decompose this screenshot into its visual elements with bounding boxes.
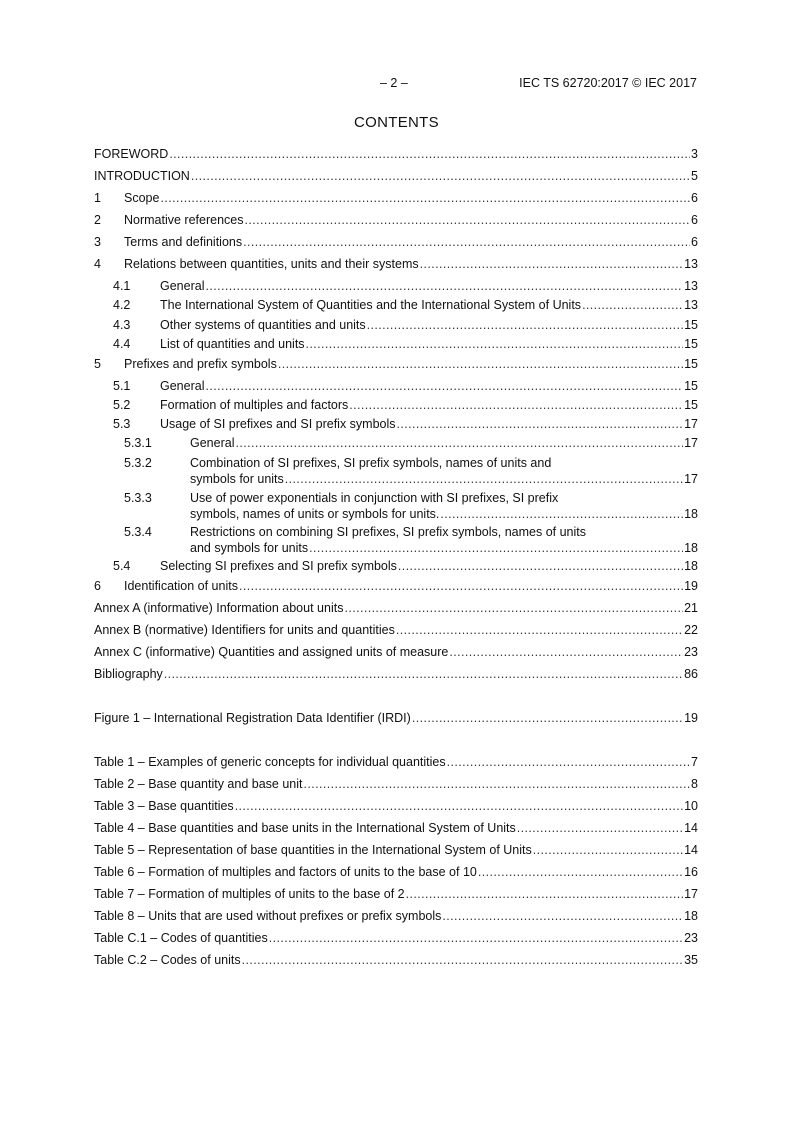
toc-entry-title: Bibliography: [94, 667, 163, 681]
toc-entry[interactable]: [94, 256, 698, 272]
toc-entry-page: 6: [691, 235, 698, 249]
toc-entry-page: 17: [684, 887, 698, 901]
toc-entry-title: General: [160, 279, 205, 293]
toc-entry-title: Other systems of quantities and units: [160, 318, 366, 332]
toc-entry-page: 86: [684, 667, 698, 681]
dot-leader: [440, 506, 683, 522]
toc-entry-page: 10: [684, 799, 698, 813]
toc-entry[interactable]: [94, 710, 698, 726]
toc-entry[interactable]: [94, 842, 698, 858]
dot-leader: [533, 842, 683, 858]
toc-entry[interactable]: [94, 558, 698, 574]
toc-entry-title: Table 1 – Examples of generic concepts for individual quantities: [94, 755, 446, 769]
toc-entry[interactable]: [94, 190, 698, 206]
toc-entry-title: Combination of SI prefixes, SI prefix symbols, names of units and: [190, 456, 552, 470]
toc-entry[interactable]: [94, 952, 698, 968]
dot-leader: [205, 278, 683, 294]
toc-entry[interactable]: [94, 168, 698, 184]
dot-leader: [278, 356, 683, 372]
toc-entry[interactable]: [94, 397, 698, 413]
toc-entry[interactable]: [94, 666, 698, 682]
toc-entry-number: 4.1: [113, 279, 131, 293]
toc-entry-title: Table C.1 – Codes of quantities: [94, 931, 268, 945]
dot-leader: [169, 146, 690, 162]
dot-leader: [303, 776, 690, 792]
toc-entry-page: 17: [684, 436, 698, 450]
dot-leader: [306, 336, 684, 352]
dot-leader: [242, 952, 683, 968]
toc-entry[interactable]: [94, 416, 698, 432]
dot-leader: [397, 416, 684, 432]
toc-entry-title-continuation: symbols for units: [190, 472, 284, 486]
toc-entry-title: Normative references: [124, 213, 244, 227]
dot-leader: [239, 578, 683, 594]
toc-entry-title: Scope: [124, 191, 160, 205]
toc-entry[interactable]: [94, 490, 698, 522]
toc-entry-page: 18: [684, 559, 698, 573]
toc-entry[interactable]: [94, 234, 698, 250]
toc-entry-page: 6: [691, 191, 698, 205]
toc-entry-number: 6: [94, 579, 101, 593]
toc-entry-page: 17: [684, 472, 698, 486]
toc-entry-title-continuation: and symbols for units: [190, 541, 309, 555]
page-title: CONTENTS: [354, 114, 439, 131]
toc-entry-title: Annex C (informative) Quantities and assigned units of measure: [94, 645, 449, 659]
toc-entry[interactable]: [94, 600, 698, 616]
dot-leader: [582, 297, 683, 313]
toc-entry[interactable]: [94, 435, 698, 451]
toc-entry-number: 5.3.1: [124, 436, 152, 450]
toc-entry[interactable]: [94, 524, 698, 556]
toc-entry-page: 18: [684, 909, 698, 923]
toc-entry-title: Figure 1 – International Registration Data Identifier (IRDI): [94, 711, 411, 725]
page-number: – 2 –: [380, 76, 408, 90]
toc-entry-title: Relations between quantities, units and their systems: [124, 257, 419, 271]
toc-entry[interactable]: [94, 798, 698, 814]
toc-entry[interactable]: [94, 622, 698, 638]
toc-entry-page: 8: [691, 777, 698, 791]
toc-entry-page: 13: [684, 279, 698, 293]
toc-entry-title: The International System of Quantities and the International System of Units: [160, 298, 582, 312]
toc-entry-page: 15: [684, 318, 698, 332]
toc-entry-number: 5.1: [113, 379, 131, 393]
toc-entry-title: Table 4 – Base quantities and base units in the International System of Units: [94, 821, 516, 835]
toc-entry-title: Annex B (normative) Identifiers for units and quantities: [94, 623, 395, 637]
toc-entry-title: Table 7 – Formation of multiples of units to the base of 2: [94, 887, 405, 901]
toc-entry[interactable]: [94, 864, 698, 880]
dot-leader: [245, 212, 691, 228]
dot-leader: [269, 930, 683, 946]
toc-entry-title: List of quantities and units: [160, 337, 305, 351]
toc-entry-title: Table 8 – Units that are used without prefixes or prefix symbols: [94, 909, 442, 923]
dot-leader: [205, 378, 683, 394]
toc-entry-page: 22: [684, 623, 698, 637]
toc-entry-page: 7: [691, 755, 698, 769]
toc-entry-title: Table C.2 – Codes of units: [94, 953, 241, 967]
toc-entry[interactable]: [94, 886, 698, 902]
toc-entry-number: 5.3: [113, 417, 131, 431]
dot-leader: [447, 754, 690, 770]
toc-entry-title: Table 2 – Base quantity and base unit: [94, 777, 303, 791]
dot-leader: [191, 168, 690, 184]
toc-entry-page: 13: [684, 298, 698, 312]
toc-entry-page: 6: [691, 213, 698, 227]
toc-entry-page: 19: [684, 711, 698, 725]
toc-entry-title: Terms and definitions: [124, 235, 243, 249]
toc-entry-title: Restrictions on combining SI prefixes, SI prefix symbols, names of units: [190, 525, 586, 539]
toc-entry-number: 4.3: [113, 318, 131, 332]
dot-leader: [164, 666, 683, 682]
toc-entry-title: General: [160, 379, 205, 393]
dot-leader: [309, 540, 683, 556]
toc-entry[interactable]: [94, 644, 698, 660]
document-reference: IEC TS 62720:2017 © IEC 2017: [519, 76, 697, 90]
toc-entry-title: Use of power exponentials in conjunction with SI prefixes, SI prefix: [190, 491, 559, 505]
toc-entry-number: 5.2: [113, 398, 131, 412]
toc-entry-page: 14: [684, 843, 698, 857]
toc-entry-number: 4.2: [113, 298, 131, 312]
toc-entry[interactable]: [94, 820, 698, 836]
dot-leader: [367, 317, 683, 333]
toc-entry-page: 18: [684, 541, 698, 555]
dot-leader: [420, 256, 683, 272]
toc-entry-title: Annex A (informative) Information about units: [94, 601, 344, 615]
toc-entry-page: 5: [691, 169, 698, 183]
dot-leader: [396, 622, 683, 638]
dot-leader: [235, 435, 683, 451]
toc-entry[interactable]: [94, 317, 698, 333]
toc-entry[interactable]: [94, 297, 698, 313]
toc-entry[interactable]: [94, 908, 698, 924]
dot-leader: [412, 710, 683, 726]
toc-entry-title: Formation of multiples and factors: [160, 398, 349, 412]
toc-entry-page: 19: [684, 579, 698, 593]
toc-entry-page: 35: [684, 953, 698, 967]
toc-entry-title: INTRODUCTION: [94, 169, 190, 183]
toc-entry-page: 3: [691, 147, 698, 161]
toc-entry-page: 15: [684, 357, 698, 371]
dot-leader: [344, 600, 683, 616]
toc-entry-title: Selecting SI prefixes and SI prefix symbols: [160, 559, 397, 573]
dot-leader: [398, 558, 683, 574]
toc-entry-title: Prefixes and prefix symbols: [124, 357, 277, 371]
toc-entry-page: 21: [684, 601, 698, 615]
toc-entry-page: 15: [684, 398, 698, 412]
toc-entry-title-continuation: symbols, names of units or symbols for units.: [190, 507, 440, 521]
toc-entry-number: 5.3.4: [124, 525, 152, 539]
toc-entry[interactable]: [94, 578, 698, 594]
toc-entry-title: Table 5 – Representation of base quantities in the International System of Units: [94, 843, 532, 857]
toc-entry-number: 2: [94, 213, 101, 227]
toc-entry-page: 23: [684, 931, 698, 945]
dot-leader: [243, 234, 690, 250]
toc-entry-title: Table 6 – Formation of multiples and factors of units to the base of 10: [94, 865, 477, 879]
toc-entry-number: 3: [94, 235, 101, 249]
toc-entry-page: 15: [684, 379, 698, 393]
toc-entry[interactable]: [94, 336, 698, 352]
toc-entry-page: 13: [684, 257, 698, 271]
dot-leader: [349, 397, 683, 413]
toc-entry[interactable]: [94, 212, 698, 228]
dot-leader: [285, 471, 683, 487]
toc-entry-number: 4: [94, 257, 101, 271]
toc-entry-page: 15: [684, 337, 698, 351]
toc-entry[interactable]: [94, 930, 698, 946]
dot-leader: [517, 820, 683, 836]
toc-entry-title: Usage of SI prefixes and SI prefix symbols: [160, 417, 396, 431]
toc-entry-number: 5.3.2: [124, 456, 152, 470]
dot-leader: [478, 864, 683, 880]
toc-entry[interactable]: [94, 356, 698, 372]
toc-entry-page: 18: [684, 507, 698, 521]
toc-entry-number: 1: [94, 191, 101, 205]
toc-entry[interactable]: [94, 776, 698, 792]
toc-entry-page: 23: [684, 645, 698, 659]
toc-entry-page: 16: [684, 865, 698, 879]
toc-entry-number: 5.4: [113, 559, 131, 573]
dot-leader: [235, 798, 683, 814]
toc-entry[interactable]: [94, 378, 698, 394]
toc-entry[interactable]: [94, 455, 698, 487]
toc-entry-title: General: [190, 436, 235, 450]
dot-leader: [449, 644, 683, 660]
toc-entry-title: FOREWORD: [94, 147, 169, 161]
toc-entry-number: 5: [94, 357, 101, 371]
dot-leader: [442, 908, 683, 924]
toc-entry[interactable]: [94, 146, 698, 162]
toc-entry-page: 14: [684, 821, 698, 835]
toc-entry-page: 17: [684, 417, 698, 431]
toc-entry[interactable]: [94, 278, 698, 294]
toc-entry-number: 5.3.3: [124, 491, 152, 505]
toc-entry-number: 4.4: [113, 337, 131, 351]
dot-leader: [160, 190, 690, 206]
toc-entry[interactable]: [94, 754, 698, 770]
toc-entry-title: Identification of units: [124, 579, 238, 593]
toc-entry-title: Table 3 – Base quantities: [94, 799, 234, 813]
dot-leader: [406, 886, 684, 902]
